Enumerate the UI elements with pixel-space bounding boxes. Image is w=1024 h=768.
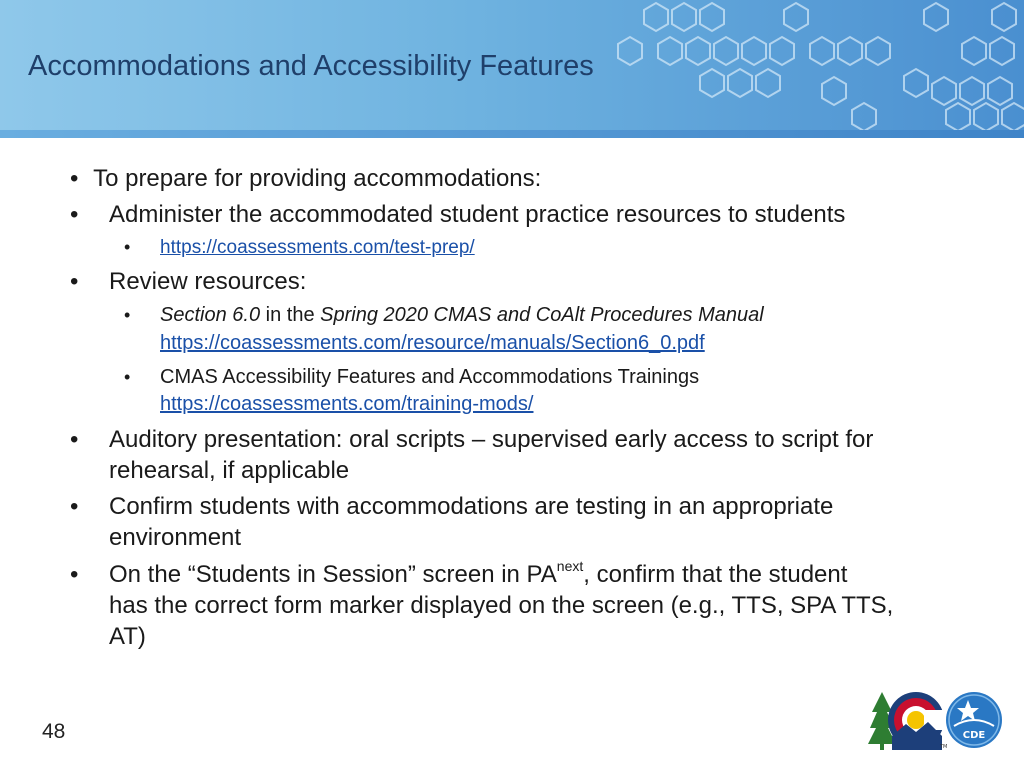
sub-bullet-dot-icon: • [124,305,131,325]
tm-mark: TM [940,744,948,750]
bullet-dot-icon: • [70,426,79,453]
sub-bullet-text: CMAS Accessibility Features and Accommodations Trainings [160,366,700,388]
bullet-text-continued: AT) [109,623,146,650]
bullet-text-part: On the “Students in Session” screen in PA [109,561,557,588]
bullet-text-continued: environment [109,524,242,551]
bullet-dot-icon: • [70,493,79,520]
bullet-text [109,559,847,590]
sub-bullet-dot-icon: • [124,367,131,387]
bullet-text: Review resources: [109,268,307,295]
bullet-dot-icon: • [70,165,79,192]
header-stripe [0,130,1024,138]
bullet-text-continued: has the correct form marker displayed on the screen (e.g., TTS, SPA TTS, [109,592,894,619]
sub-bullet-text [160,302,764,329]
bullet-text: To prepare for providing accommodations: [93,165,542,192]
list-item [70,163,541,194]
sub-bullet-dot-icon: • [124,237,131,257]
cde-label: CDE [962,730,986,741]
bullet-dot-icon: • [70,268,79,295]
bullet-text-continued: rehearsal, if applicable [109,457,350,484]
manual-link[interactable]: https://coassessments.com/resource/manuals/Section6_0.pdf [160,332,705,354]
connector-text: in the [260,304,321,326]
bullet-text: Confirm students with accommodations are testing in an appropriate [109,493,834,520]
header-banner [0,0,1024,130]
bullet-text-part: , confirm that the student [583,561,848,588]
bullet-dot-icon: • [70,201,79,228]
section-ref: Section 6.0 [160,304,261,326]
page-number: 48 [42,720,66,743]
manual-title: Spring 2020 CMAS and CoAlt Procedures Manual [320,304,764,326]
bullet-text: Administer the accommodated student practice resources to students [109,201,846,228]
page-title: Accommodations and Accessibility Features [28,50,594,82]
bullet-dot-icon: • [70,561,79,588]
colorado-cde-logo-icon [868,688,1008,754]
hexagon-pattern-icon [604,0,1024,130]
training-link[interactable]: https://coassessments.com/training-mods/ [160,393,534,415]
list-item [70,199,78,230]
test-prep-link[interactable]: https://coassessments.com/test-prep/ [160,237,475,258]
superscript-next: next [556,558,584,574]
bullet-text: Auditory presentation: oral scripts – supervised early access to script for [109,426,874,453]
